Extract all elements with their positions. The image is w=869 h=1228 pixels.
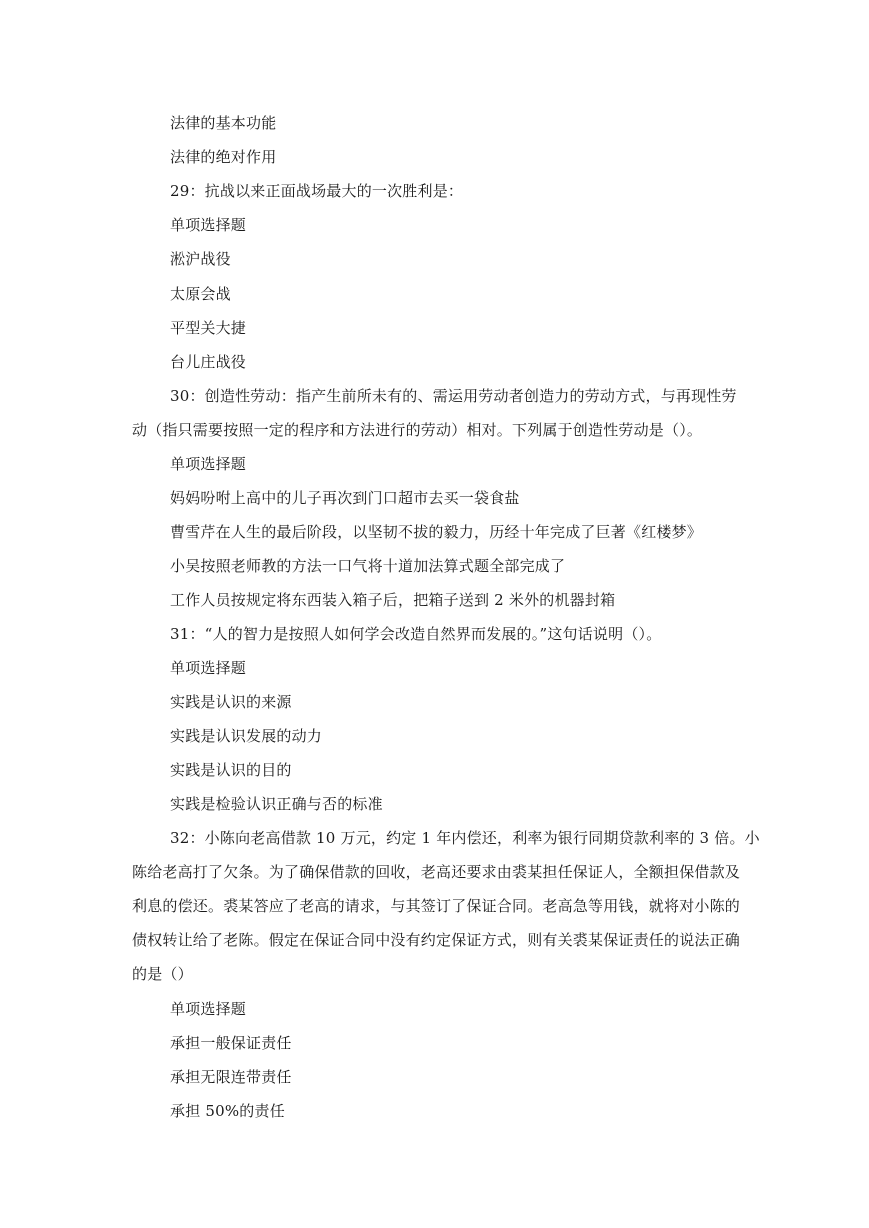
- question-text: 动（指只需要按照一定的程序和方法进行的劳动）相对。下列属于创造性劳动是（）。: [132, 421, 703, 439]
- question-text: 的是（）: [132, 965, 193, 983]
- option-text: 实践是认识的目的: [170, 761, 292, 779]
- question-type: 单项选择题: [170, 659, 247, 677]
- question-text: 31：“人的智力是按照人如何学会改造自然界而发展的。”这句话说明（）。: [170, 625, 662, 643]
- option-text: 实践是认识的来源: [170, 693, 292, 711]
- option-text: 台儿庄战役: [170, 353, 247, 371]
- option-text: 法律的基本功能: [170, 114, 277, 132]
- option-text: 工作人员按规定将东西装入箱子后，把箱子送到 2 米外的机器封箱: [170, 591, 616, 609]
- question-type: 单项选择题: [170, 216, 247, 234]
- option-text: 法律的绝对作用: [170, 148, 277, 166]
- question-text: 30：创造性劳动：指产生前所未有的、需运用劳动者创造力的劳动方式，与再现性劳: [170, 387, 737, 405]
- question-type: 单项选择题: [170, 1000, 247, 1018]
- option-text: 小吴按照老师教的方法一口气将十道加法算式题全部完成了: [170, 557, 566, 575]
- question-text: 利息的偿还。裘某答应了老高的请求，与其签订了保证合同。老高急等用钱，就将对小陈的: [132, 897, 741, 915]
- option-text: 淞沪战役: [170, 250, 231, 268]
- option-text: 承担 50%的责任: [170, 1102, 285, 1120]
- option-text: 平型关大捷: [170, 319, 247, 337]
- option-text: 曹雪芹在人生的最后阶段，以坚韧不拔的毅力，历经十年完成了巨著《红楼梦》: [170, 523, 703, 541]
- question-type: 单项选择题: [170, 455, 247, 473]
- option-text: 实践是认识发展的动力: [170, 727, 323, 745]
- question-text: 32：小陈向老高借款 10 万元，约定 1 年内偿还，利率为银行同期贷款利率的 3 倍。小: [170, 829, 760, 847]
- question-text: 陈给老高打了欠条。为了确保借款的回收，老高还要求由裘某担任保证人，全额担保借款及: [132, 863, 741, 881]
- option-text: 妈妈吩咐上高中的儿子再次到门口超市去买一袋食盐: [170, 489, 520, 507]
- question-text: 债权转让给了老陈。假定在保证合同中没有约定保证方式，则有关裘某保证责任的说法正确: [132, 931, 741, 949]
- option-text: 承担无限连带责任: [170, 1068, 292, 1086]
- option-text: 太原会战: [170, 285, 231, 303]
- question-text: 29：抗战以来正面战场最大的一次胜利是：: [170, 182, 464, 200]
- option-text: 实践是检验认识正确与否的标准: [170, 795, 383, 813]
- option-text: 承担一般保证责任: [170, 1034, 292, 1052]
